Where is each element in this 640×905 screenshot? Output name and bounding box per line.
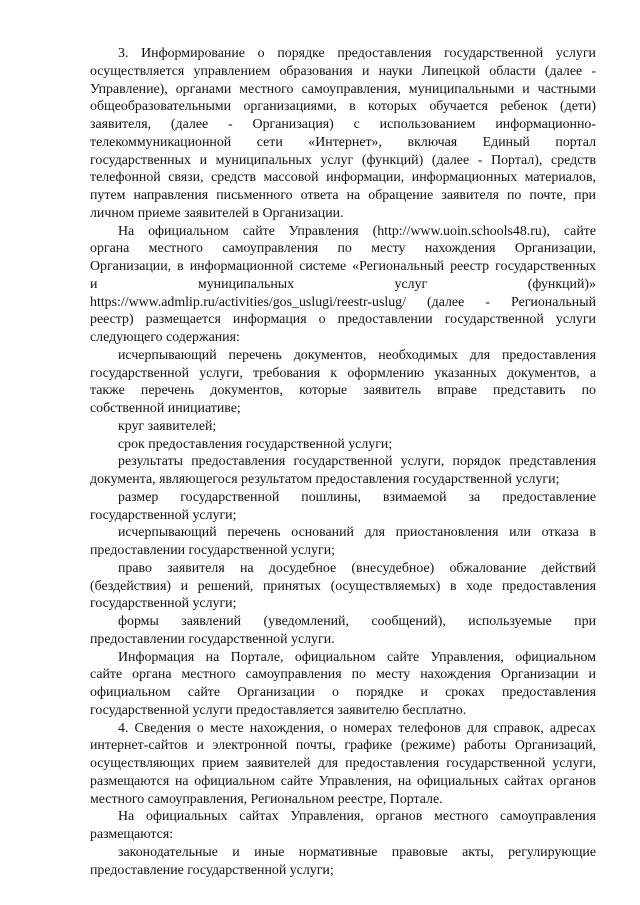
text-line: государственной услуги предоставляется заявителю бесплатно. [90,702,467,718]
text-line: местного самоуправления, Региональном реестре, Портале. [90,791,443,807]
text-line: путем направления письменного ответа на обращение заявителя по почте, при [90,188,596,203]
text-line: формы заявлений (уведомлений, сообщений), используемые при [118,614,596,629]
paragraph [90,560,596,613]
text-line: На официальных сайтах Управления, органов местного самоуправления [118,809,596,825]
paragraph [90,649,596,720]
text-line: собственной инициативе; [90,401,241,416]
text-line: телефонной связи, средств массовой информации, информационных материалов, [90,170,596,186]
text-line: исчерпывающий перечень оснований для приостановления или отказа в [118,525,596,541]
text-line: сайте органа местного самоуправления по месту нахождения Организации и [90,667,596,683]
text-line: общеобразовательными организациями, в которых обучается ребенок (дети) [90,99,596,115]
text-line: государственной услуги, требования к оформлению указанных документов, а [90,365,596,381]
document-body [90,45,596,879]
text-line: законодательные и иные нормативные правовые акты, регулирующие [118,844,596,860]
text-line: телекоммуникационной сети «Интернет», включая Единый портал [90,134,596,150]
paragraph [90,45,596,223]
text-line: государственных и муниципальных услуг (функций) (далее - Портал), средств [90,152,596,168]
text-line: Информация на Портале, официальном сайте Управления, официальном [118,649,596,665]
text-line: Организации, в информационной системе «Региональный реестр государственных [90,259,596,274]
text-line: осуществляется управлением образования и науки Липецкой области (далее - [90,63,596,79]
text-line: следующего содержания: [90,330,240,345]
text-line: осуществляющих прием заявителей для предоставления государственной услуги, [90,756,596,771]
text-line: интернет-сайтов и электронной почты, графике (режиме) работы Организаций, [90,738,596,754]
text-line: предоставлении государственной услуги; [90,543,335,558]
text-line: 3. Информирование о порядке предоставления государственной услуги [118,46,596,61]
paragraph [90,347,596,418]
text-line: исчерпывающий перечень документов, необходимых для предоставления [118,347,596,363]
text-line: реестр) размещается информация о предоставлении государственной услуги [90,312,596,328]
text-line: круг заявителей; [118,418,217,434]
text-line: На официальном сайте Управления (http://www.uoin.schools48.ru), сайте [118,223,596,239]
text-line: государственной услуги; [90,596,237,612]
text-line: официальном сайте Организации о порядке и сроках предоставления [90,685,596,700]
paragraph [90,808,596,844]
paragraph [90,418,596,436]
text-line: срок предоставления государственной услуги; [118,436,393,452]
text-line: предоставлении государственной услуги. [90,631,335,647]
text-line: заявителя, (далее - Организация) с использованием информационно- [90,117,596,132]
text-line: документа, являющегося результатом предоставления государственной услуги; [90,472,560,487]
paragraph [90,223,596,347]
text-line: размер государственной пошлины, взимаемой за предоставление [118,489,596,505]
paragraph [90,613,596,649]
text-line: и муниципальных услуг (функций)» [90,276,596,292]
text-line: результаты предоставления государственной услуги, порядок представления [118,454,596,470]
paragraph [90,524,596,560]
text-line: органа местного самоуправления по месту нахождения Организации, [90,241,596,257]
text-line: размещаются: [90,827,174,842]
text-line: Управление), органами местного самоуправления, муниципальными и частными [90,81,596,97]
text-line: https://www.admlip.ru/activities/gos_uslugi/reestr-uslug/ (далее - Региональный [90,294,596,310]
paragraph [90,720,596,809]
text-line: размещаются на официальном сайте Управления, на официальных сайтах органов [90,773,596,789]
text-line: 4. Сведения о месте нахождения, о номерах телефонов для справок, адресах [118,720,596,736]
text-line: предоставление государственной услуги; [90,862,334,878]
text-line: государственной услуги; [90,507,237,523]
text-line: также перечень документов, которые заявитель вправе представить по [90,383,596,399]
paragraph [90,489,596,525]
paragraph [90,453,596,489]
text-line: личном приеме заявителей в Организации. [90,205,344,221]
paragraph [90,436,596,454]
text-line: право заявителя на досудебное (внесудебное) обжалование действий [118,560,596,576]
text-line: (бездействия) и решений, принятых (осуществляемых) в ходе предоставления [90,578,596,594]
paragraph [90,844,596,880]
